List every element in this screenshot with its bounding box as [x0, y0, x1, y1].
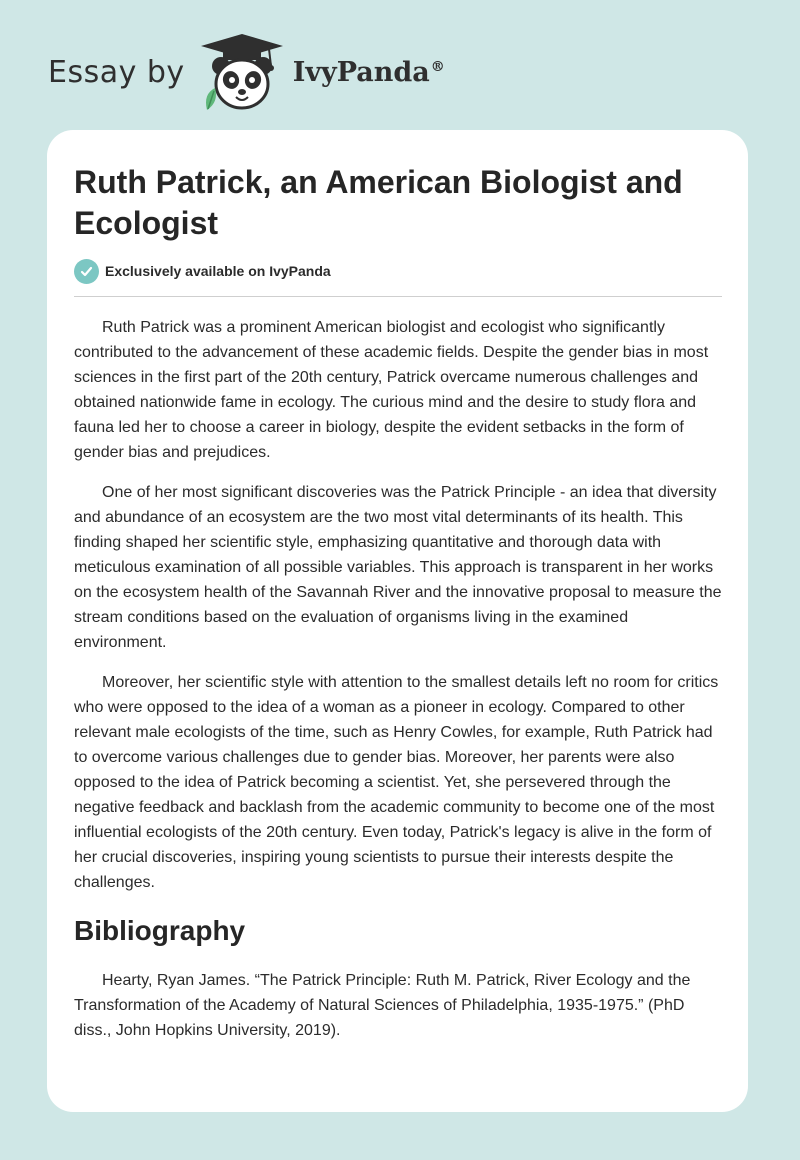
check-circle-icon	[74, 259, 99, 284]
bibliography-heading: Bibliography	[74, 915, 246, 946]
brand-name-text[interactable]: IvyPanda	[292, 56, 430, 88]
bibliography-entry: Hearty, Ryan James. “The Patrick Principle: Ruth M. Patrick, River Ecology and the Transformation of the Academy of Natural Sciences of Philadelphia, 1935-1975.” (PhD diss., John Hopkins University, 2019).	[74, 972, 691, 1039]
divider	[74, 296, 722, 297]
essay-card	[47, 130, 748, 1112]
exclusive-text: Exclusively available on IvyPanda	[105, 263, 331, 279]
body-paragraph: Moreover, her scientific style with attention to the smallest details left no room for critics who were opposed to the idea of a woman as a pioneer in ecology. Compared to other relevant male ecologists of the time, such as Henry Cowles, for example, Ruth Patrick had to overcome various challenges due to gender bias. Moreover, her parents were also opposed to the idea of Patrick becoming a scientist. Yet, she persevered through the negative feedback and backlash from the academic community to become one of the most influential ecologists of the 20th century. Even today, Patrick's legacy is alive in the form of her crucial discoveries, inspiring young scientists to pursue their interests despite the challenges.	[74, 674, 719, 891]
panda-graduate-icon[interactable]	[199, 32, 285, 112]
exclusive-badge	[74, 258, 722, 284]
registered-mark: ®	[430, 58, 445, 75]
site-header	[48, 32, 445, 112]
essay-title: Ruth Patrick, an American Biologist and Ecologist	[74, 164, 683, 241]
brand-prefix: Essay by	[48, 54, 185, 90]
body-paragraph: One of her most significant discoveries was the Patrick Principle - an idea that diversity and abundance of an ecosystem are the two most vital determinants of its health. This finding shaped her scientific style, emphasizing quantitative and thorough data with meticulous examination of all possible variables. This approach is transparent in her works on the ecosystem health of the Savannah River and the innovative proposal to measure the stream conditions based on the evaluation of organisms living in the examined environment.	[74, 484, 722, 651]
brand-name[interactable]	[293, 57, 445, 88]
body-paragraph: Ruth Patrick was a prominent American biologist and ecologist who significantly contributed to the advancement of these academic fields. Despite the gender bias in most sciences in the first part of the 20th century, Patrick overcame numerous challenges and obtained nationwide fame in ecology. The curious mind and the desire to study flora and fauna led her to choose a career in biology, despite the evident setbacks in the form of gender bias and prejudices.	[74, 319, 709, 461]
